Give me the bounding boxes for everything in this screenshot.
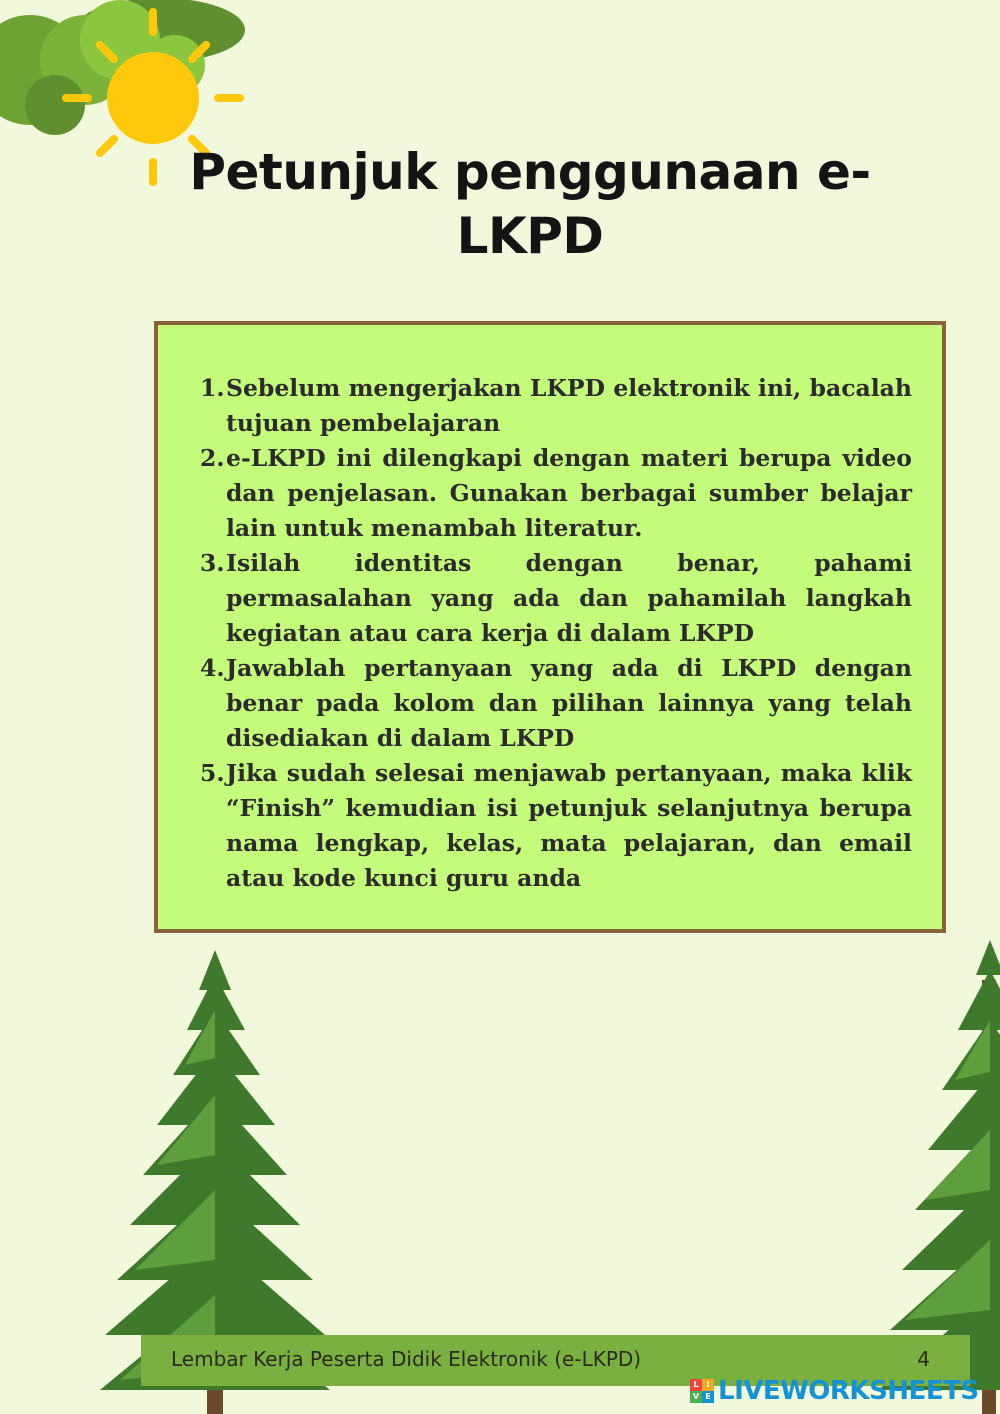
logo-letter: L [690, 1379, 702, 1391]
instruction-number: 2. [200, 444, 225, 472]
page-title-line-2: LKPD [456, 207, 604, 265]
instruction-item-5 [158, 756, 942, 896]
instruction-item-4 [158, 651, 942, 756]
instruction-number: 1. [200, 374, 225, 402]
logo-letter: E [702, 1391, 714, 1403]
instruction-text: Sebelum mengerjakan LKPD elektronik ini, bacalah tujuan pembelajaran [226, 374, 912, 437]
instruction-number: 3. [200, 549, 225, 577]
footer-title: Lembar Kerja Peserta Didik Elektronik (e-LKPD) [171, 1347, 642, 1371]
instruction-item-3 [158, 546, 942, 651]
brand-name: LIVEWORKSHEETS [718, 1376, 979, 1406]
logo-letter: I [702, 1379, 714, 1391]
instructions-box [154, 321, 946, 933]
liveworksheets-logo-mark [690, 1379, 714, 1403]
instruction-item-1 [158, 371, 942, 441]
page-title-line-1: Petunjuk penggunaan e- [189, 143, 871, 201]
instruction-number: 4. [200, 654, 225, 682]
instruction-text: Jawablah pertanyaan yang ada di LKPD dengan benar pada kolom dan pilihan lainnya yang telah disediakan di dalam LKPD [226, 654, 912, 752]
liveworksheets-logo [690, 1374, 979, 1408]
instructions-list [158, 371, 942, 896]
instruction-text: Isilah identitas dengan benar, pahami permasalahan yang ada dan pahamilah langkah kegiatan atau cara kerja di dalam LKPD [226, 549, 912, 647]
page-number: 4 [917, 1347, 930, 1371]
instruction-item-2 [158, 441, 942, 546]
instruction-number: 5. [200, 759, 225, 787]
logo-letter: V [690, 1391, 702, 1403]
instruction-text: Jika sudah selesai menjawab pertanyaan, maka klik “Finish” kemudian isi petunjuk selanjutnya berupa nama lengkap, kelas, mata pelajaran, dan email atau kode kunci guru anda [226, 759, 912, 892]
instruction-text: e-LKPD ini dilengkapi dengan materi berupa video dan penjelasan. Gunakan berbagai sumber belajar lain untuk menambah literatur. [226, 444, 912, 542]
page-title [150, 140, 910, 268]
